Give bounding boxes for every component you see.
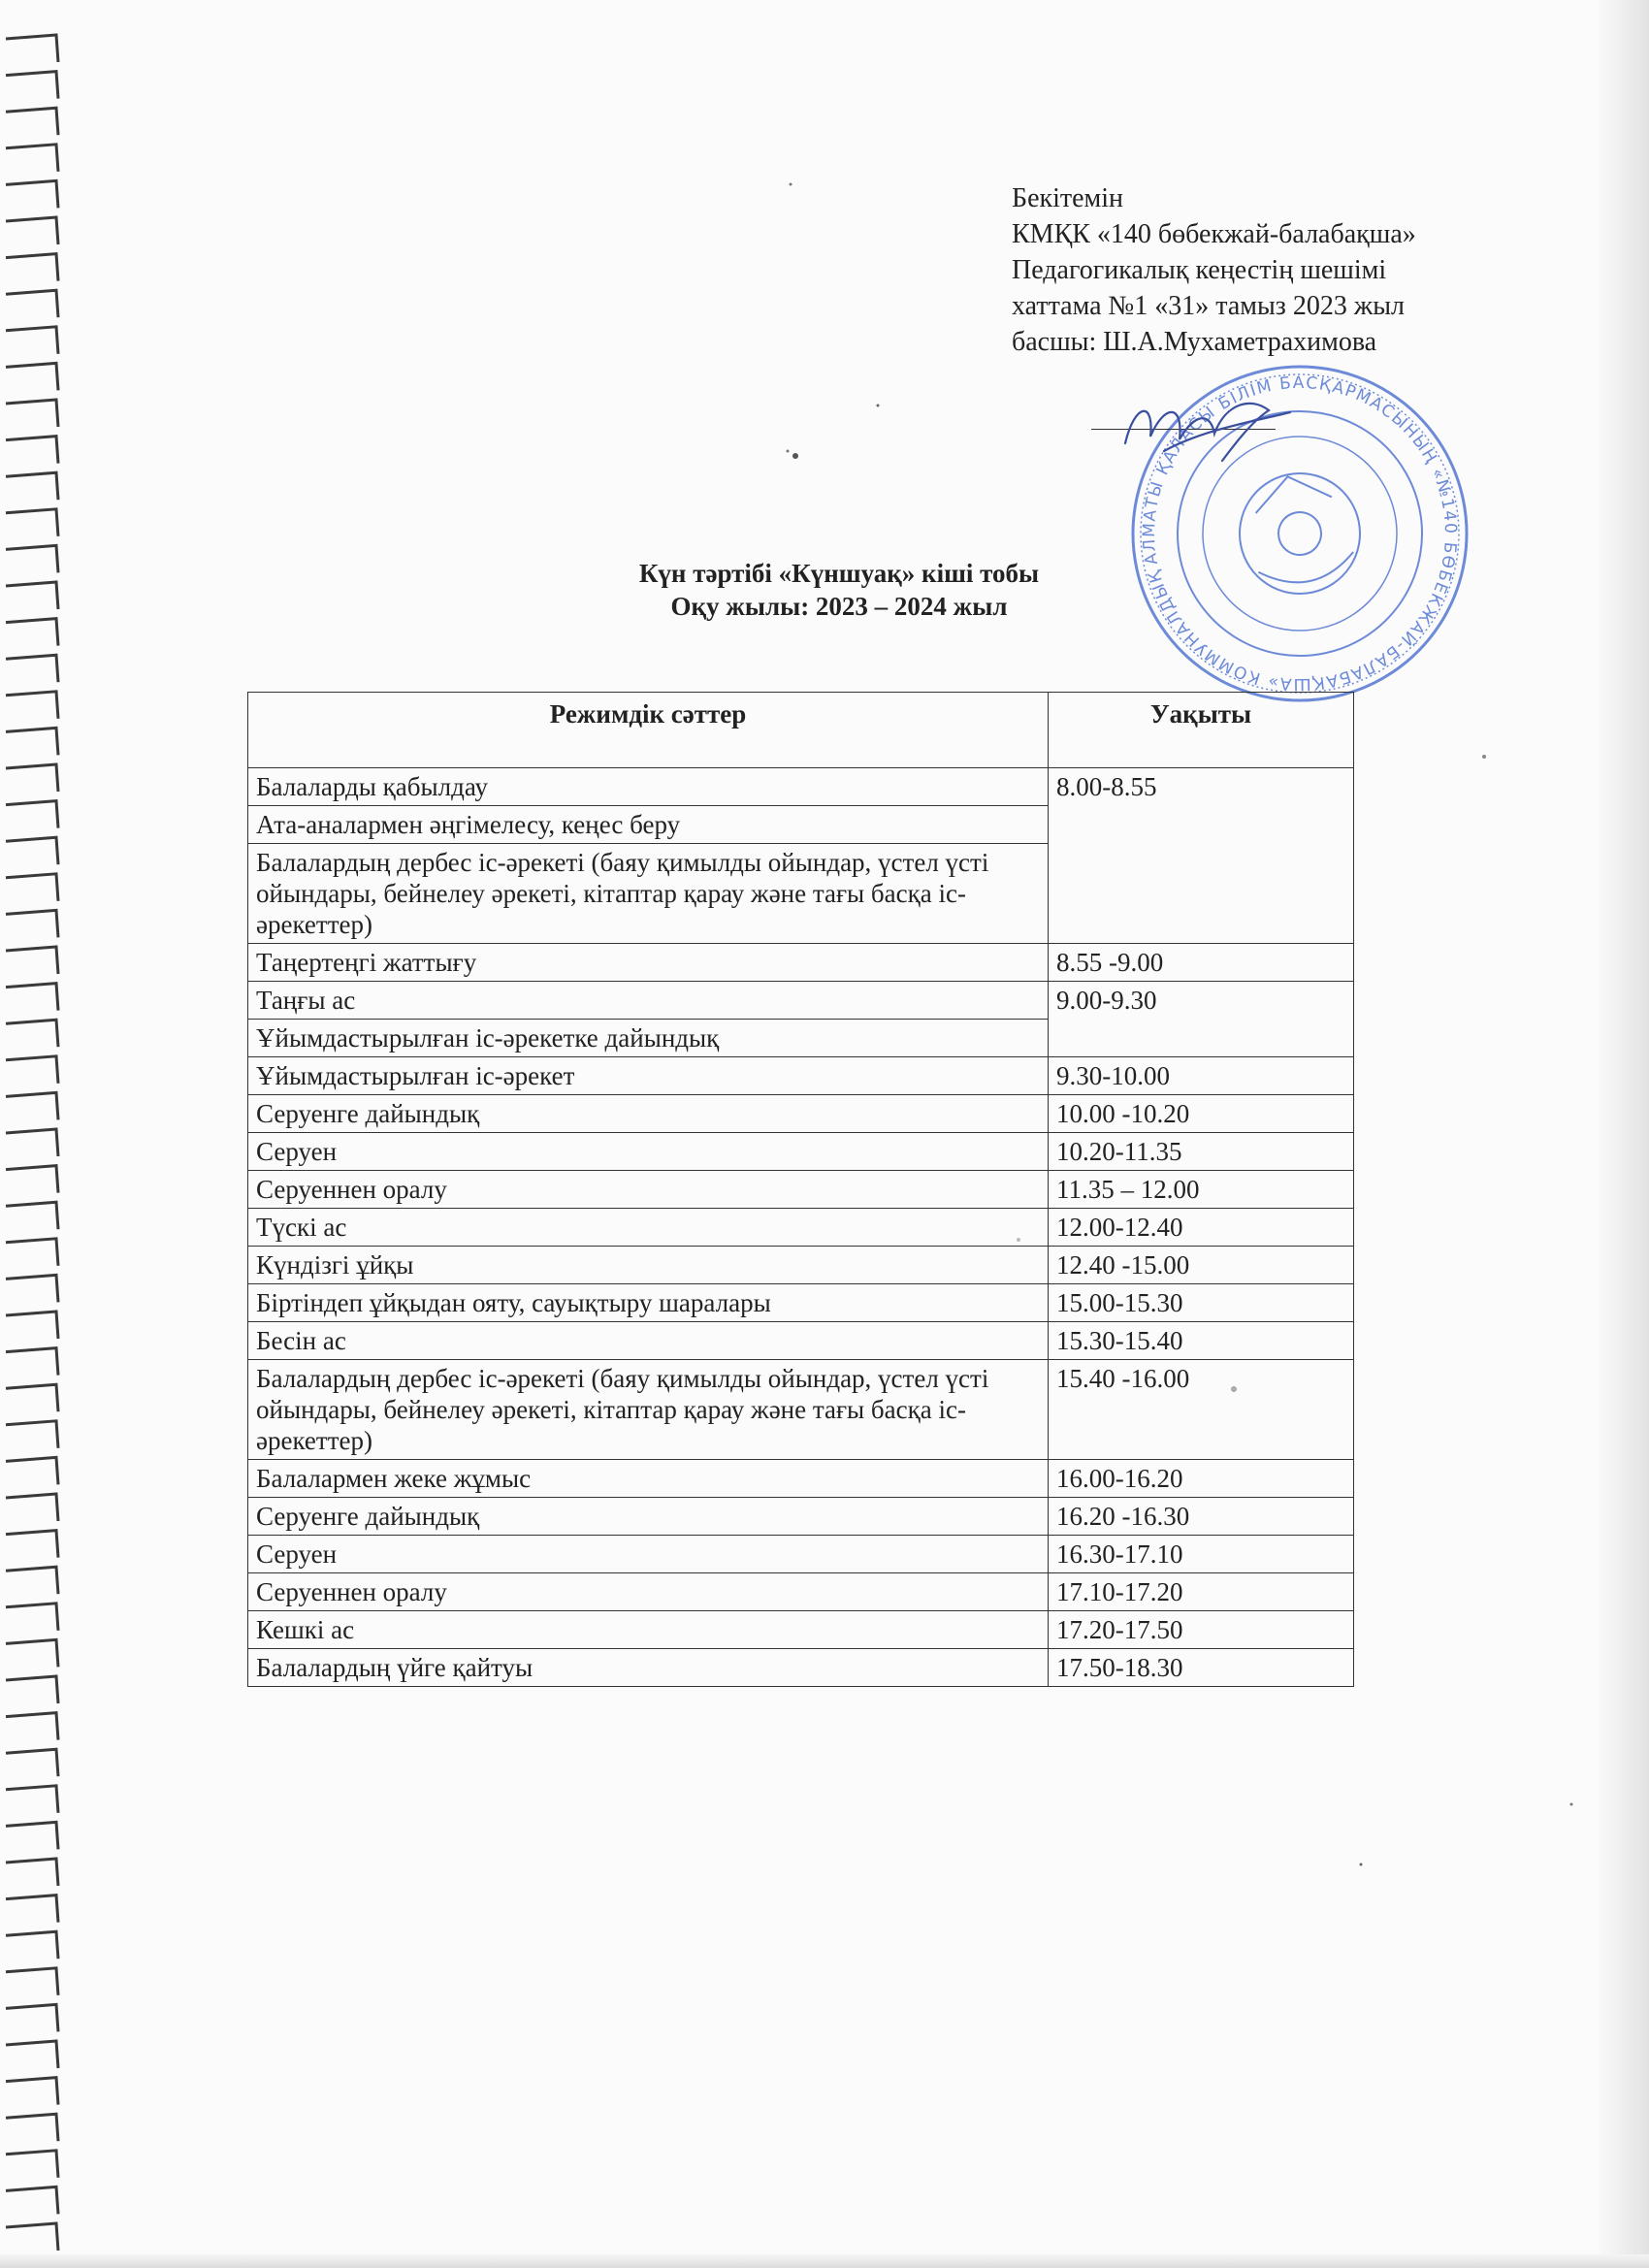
approval-block bbox=[1012, 180, 1416, 360]
binding-ring bbox=[6, 728, 58, 755]
time-cell: 12.40 -15.00 bbox=[1049, 1247, 1354, 1284]
table-row bbox=[248, 944, 1354, 982]
binding-ring bbox=[6, 217, 58, 244]
column-header-activity: Режимдік сәттер bbox=[248, 693, 1049, 768]
binding-ring bbox=[6, 290, 58, 317]
time-cell: 15.00-15.30 bbox=[1049, 1284, 1354, 1322]
binding-ring bbox=[6, 2223, 58, 2251]
binding-ring bbox=[6, 1129, 58, 1156]
heading-title: Күн тәртібі «Күншуақ» кіші тобы bbox=[638, 559, 1040, 588]
table-row bbox=[248, 1322, 1354, 1360]
binding-ring bbox=[6, 1604, 58, 1631]
table-header-row bbox=[248, 693, 1354, 768]
binding-ring bbox=[6, 1931, 58, 1959]
activity-cell: Ата-аналармен әңгімелесу, кеңес беру bbox=[248, 806, 1049, 844]
activity-cell: Кешкі ас bbox=[248, 1611, 1049, 1649]
binding-ring bbox=[6, 1749, 58, 1776]
table-row bbox=[248, 1209, 1354, 1247]
approval-line: КМҚК «140 бөбекжай-балабақша» bbox=[1012, 219, 1416, 249]
binding-ring bbox=[6, 35, 58, 62]
time-cell: 8.55 -9.00 bbox=[1049, 944, 1354, 982]
table-row bbox=[248, 982, 1354, 1020]
binding-ring bbox=[6, 619, 58, 646]
activity-cell: Түскі ас bbox=[248, 1209, 1049, 1247]
binding-ring bbox=[6, 1457, 58, 1484]
binding-ring bbox=[6, 145, 58, 172]
table-row bbox=[248, 1171, 1354, 1209]
approval-line: Педагогикалық кеңестің шешімі bbox=[1012, 255, 1387, 285]
spiral-binding bbox=[0, 0, 68, 2268]
binding-ring bbox=[6, 327, 58, 354]
activity-cell: Таңертеңгі жаттығу bbox=[248, 944, 1049, 982]
binding-ring bbox=[6, 910, 58, 937]
column-header-time: Уақыты bbox=[1049, 693, 1354, 768]
activity-cell: Біртіндеп ұйқыдан ояту, сауықтыру шаралары bbox=[248, 1284, 1049, 1322]
binding-ring bbox=[6, 2041, 58, 2068]
time-cell: 17.50-18.30 bbox=[1049, 1649, 1354, 1687]
binding-ring bbox=[6, 1312, 58, 1339]
time-cell: 9.00-9.30 bbox=[1049, 982, 1354, 1057]
binding-ring bbox=[6, 545, 58, 572]
binding-ring bbox=[6, 437, 58, 464]
binding-ring bbox=[6, 1056, 58, 1084]
binding-ring bbox=[6, 2187, 58, 2214]
binding-ring bbox=[6, 472, 58, 500]
table-row bbox=[248, 1247, 1354, 1284]
binding-ring bbox=[6, 1713, 58, 1740]
binding-ring bbox=[6, 582, 58, 609]
binding-ring bbox=[6, 1092, 58, 1119]
time-cell: 16.30-17.10 bbox=[1049, 1536, 1354, 1573]
time-cell: 11.35 – 12.00 bbox=[1049, 1171, 1354, 1209]
table-row bbox=[248, 768, 1354, 806]
binding-ring bbox=[6, 1531, 58, 1558]
time-cell: 10.00 -10.20 bbox=[1049, 1095, 1354, 1133]
activity-cell: Серуенге дайындық bbox=[248, 1498, 1049, 1536]
table-row bbox=[248, 1498, 1354, 1536]
approval-line: Бекітемін bbox=[1012, 183, 1124, 213]
binding-ring bbox=[6, 1020, 58, 1047]
binding-ring bbox=[6, 2114, 58, 2141]
approval-line: басшы: Ш.А.Мухаметрахимова bbox=[1012, 327, 1377, 357]
binding-ring bbox=[6, 180, 58, 208]
binding-ring bbox=[6, 874, 58, 901]
svg-text:АЛМАТЫ ҚАЛАСЫ БІЛІМ БАСҚАРМАСЫ: АЛМАТЫ ҚАЛАСЫ БІЛІМ БАСҚАРМАСЫНЫҢ «№140 БӨБЕКЖАЙ-БАЛАБАҚША» КОММУНАЛДЫҚ bbox=[1139, 373, 1461, 695]
activity-cell: Серуенге дайындық bbox=[248, 1095, 1049, 1133]
binding-ring bbox=[6, 1166, 58, 1193]
binding-ring bbox=[6, 984, 58, 1011]
binding-ring bbox=[6, 1384, 58, 1411]
time-cell: 15.30-15.40 bbox=[1049, 1322, 1354, 1360]
time-cell: 17.20-17.50 bbox=[1049, 1611, 1354, 1649]
table-row bbox=[248, 1095, 1354, 1133]
binding-ring bbox=[6, 72, 58, 99]
binding-ring bbox=[6, 1822, 58, 1849]
binding-ring bbox=[6, 1275, 58, 1302]
binding-ring bbox=[6, 1348, 58, 1376]
activity-cell: Серуеннен оралу bbox=[248, 1171, 1049, 1209]
activity-cell: Ұйымдастырылған іс-әрекетке дайындық bbox=[248, 1020, 1049, 1057]
binding-ring bbox=[6, 2078, 58, 2105]
time-cell: 12.00-12.40 bbox=[1049, 1209, 1354, 1247]
time-cell: 15.40 -16.00 bbox=[1049, 1360, 1354, 1460]
daily-regime-table bbox=[247, 692, 1354, 1687]
time-cell: 10.20-11.35 bbox=[1049, 1133, 1354, 1171]
activity-cell: Күндізгі ұйқы bbox=[248, 1247, 1049, 1284]
activity-cell: Балалардың үйге қайтуы bbox=[248, 1649, 1049, 1687]
time-cell: 16.20 -16.30 bbox=[1049, 1498, 1354, 1536]
table-row bbox=[248, 1536, 1354, 1573]
activity-cell: Балалармен жеке жұмыс bbox=[248, 1460, 1049, 1498]
table-row bbox=[248, 1284, 1354, 1322]
activity-cell: Балалардың дербес іс-әрекеті (баяу қимылды ойындар, үстел үсті ойындары, бейнелеу әрекеті, кітаптар қарау және тағы басқа іс-әрекеттер) bbox=[248, 844, 1049, 944]
binding-ring bbox=[6, 1202, 58, 1229]
activity-cell: Балаларды қабылдау bbox=[248, 768, 1049, 806]
time-cell: 9.30-10.00 bbox=[1049, 1057, 1354, 1095]
binding-ring bbox=[6, 509, 58, 536]
activity-cell: Ұйымдастырылған іс-әрекет bbox=[248, 1057, 1049, 1095]
table-row bbox=[248, 1460, 1354, 1498]
signature bbox=[1106, 383, 1300, 470]
binding-ring bbox=[6, 837, 58, 864]
heading-year: Оқу жылы: 2023 – 2024 жыл bbox=[670, 592, 1008, 621]
binding-ring bbox=[6, 1676, 58, 1703]
time-cell: 8.00-8.55 bbox=[1049, 768, 1354, 944]
binding-ring bbox=[6, 400, 58, 427]
binding-ring bbox=[6, 254, 58, 281]
table-row bbox=[248, 1573, 1354, 1611]
activity-cell: Балалардың дербес іс-әрекеті (баяу қимылды ойындар, үстел үсті ойындары, бейнелеу әрекеті, кітаптар қарау және тағы басқа іс-әрекеттер) bbox=[248, 1360, 1049, 1460]
binding-ring bbox=[6, 655, 58, 682]
binding-ring bbox=[6, 1786, 58, 1813]
activity-cell: Бесін ас bbox=[248, 1322, 1049, 1360]
binding-ring bbox=[6, 1895, 58, 1923]
binding-ring bbox=[6, 2004, 58, 2031]
activity-cell: Серуен bbox=[248, 1536, 1049, 1573]
activity-cell: Таңғы ас bbox=[248, 982, 1049, 1020]
binding-ring bbox=[6, 1639, 58, 1667]
binding-ring bbox=[6, 764, 58, 792]
table-row bbox=[248, 1611, 1354, 1649]
table-row bbox=[248, 1649, 1354, 1687]
table-body bbox=[248, 768, 1354, 1687]
binding-ring bbox=[6, 1494, 58, 1521]
binding-ring bbox=[6, 1567, 58, 1594]
binding-ring bbox=[6, 1968, 58, 1995]
binding-ring bbox=[6, 108, 58, 135]
binding-ring bbox=[6, 363, 58, 390]
binding-ring bbox=[6, 1859, 58, 1886]
activity-cell: Серуеннен оралу bbox=[248, 1573, 1049, 1611]
binding-ring bbox=[6, 1421, 58, 1448]
time-cell: 17.10-17.20 bbox=[1049, 1573, 1354, 1611]
table-row bbox=[248, 1133, 1354, 1171]
time-cell: 16.00-16.20 bbox=[1049, 1460, 1354, 1498]
page-edge-shadow bbox=[1597, 0, 1649, 2268]
approval-line: хаттама №1 «31» тамыз 2023 жыл bbox=[1012, 291, 1405, 321]
activity-cell: Серуен bbox=[248, 1133, 1049, 1171]
table-row bbox=[248, 1057, 1354, 1095]
binding-ring bbox=[6, 1239, 58, 1266]
binding-ring bbox=[6, 801, 58, 828]
binding-ring bbox=[6, 2151, 58, 2178]
page-bottom-shadow bbox=[0, 2254, 1649, 2268]
binding-ring bbox=[6, 947, 58, 974]
table-row bbox=[248, 1360, 1354, 1460]
schedule-heading bbox=[291, 557, 1387, 623]
binding-ring bbox=[6, 692, 58, 719]
